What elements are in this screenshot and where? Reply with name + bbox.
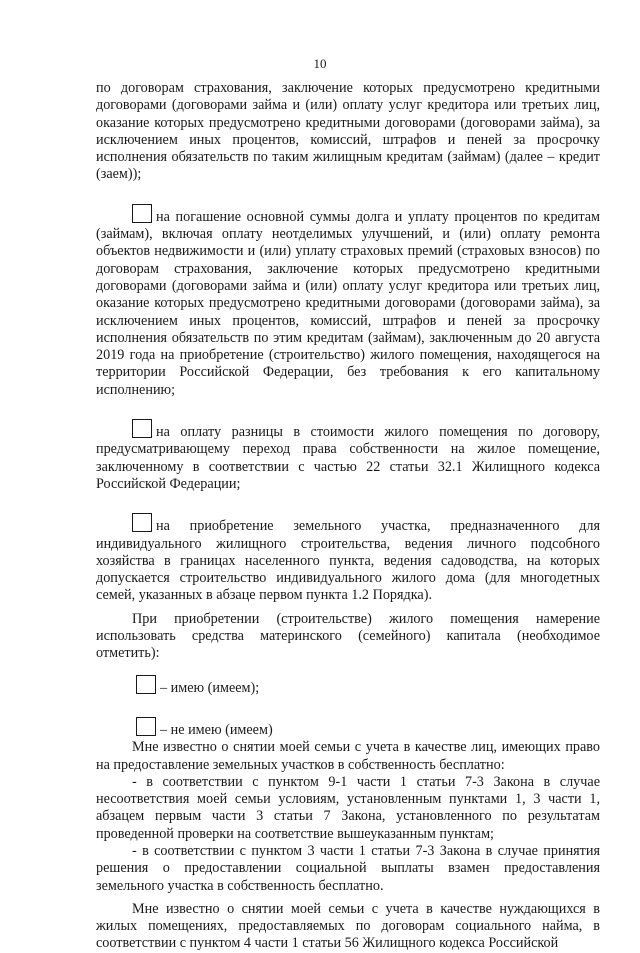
option-price-difference-text: на оплату разницы в стоимости жилого помещения по договору, предусматривающему переход права собственности на жилое помещение, заключенному в соответствии с частью 22 статьи 32.1 Жилищного кодекса Российской Федерации; [96, 424, 600, 492]
option-no-intention-text: – не имею (имеем) [160, 721, 273, 738]
option-no-intention [96, 717, 600, 739]
option-price-difference [96, 419, 600, 493]
checkbox-have-intention[interactable] [136, 675, 156, 694]
checkbox-land-plot[interactable] [132, 513, 152, 532]
paragraph-maternity-capital: При приобретении (строительстве) жилого помещения намерение использовать средства материнского (семейного) капитала (необходимое отметить): [96, 610, 600, 662]
paragraph-clause-3: - в соответствии с пунктом 3 части 1 статьи 7-3 Закона в случае принятия решения о предоставлении социальной выплаты взамен предоставления земельного участка в собственность бесплатно. [96, 842, 600, 894]
page-number: 10 [313, 56, 327, 71]
paragraph-land-deregistration: Мне известно о снятии моей семьи с учета в качестве лиц, имеющих право на предоставление земельных участков в собственность бесплатно: [96, 739, 600, 773]
checkbox-no-intention[interactable] [136, 717, 156, 736]
option-have-intention-text: – имею (имеем); [160, 679, 260, 696]
option-land-plot-text: на приобретение земельного участка, предназначенного для индивидуального жилищного строительства, ведения личного подсобного хозяйства в границах населенного пункта, ведения садоводства, на которых допускается строительство индивидуального жилого дома (для многодетных семей, указанных в абзаце первом пункта 1.2 Порядка). [96, 518, 600, 604]
option-land-plot [96, 513, 600, 604]
paragraph-clause-9-1: - в соответствии с пунктом 9-1 части 1 статьи 7-3 Закона в случае несоответствия моей семьи условиям, установленным пунктами 1, 3 части 1, абзацем первым части 3 статьи 7 Закона, установленного по результатам проведенной проверки на соответствие вышеуказанным пунктам; [96, 773, 600, 842]
option-credit-repayment [96, 204, 600, 399]
option-credit-repayment-text: на погашение основной суммы долга и уплату процентов по кредитам (займам), включая оплату неотделимых улучшений, и (или) оплату ремонта объектов недвижимости и (или) уплату страховых премий (страховых взносов) по договорам страхования, заключение которых предусмотрено кредитными договорами (договорами займа и (или) оплату услуг кредитора или третьих лиц, оказание которых предусмотрено кредитными договорами (договорами займа), за исключением иных процентов, комиссий, штрафов и пеней за просрочку исполнения обязательств по этим кредитам (займам), заключенным до 20 августа 2019 года на приобретение (строительство) жилого помещения, находящегося на территории Российской Федерации, без требования к его капитальному исполнению; [96, 208, 600, 398]
checkbox-credit-repayment[interactable] [132, 204, 152, 223]
paragraph-housing-deregistration: Мне известно о снятии моей семьи с учета в качестве нуждающихся в жилых помещениях, предоставляемых по договорам социального найма, в соответствии с пунктом 4 части 1 статьи 56 Жилищного кодекса Российской [96, 900, 600, 952]
checkbox-price-difference[interactable] [132, 419, 152, 438]
option-have-intention [96, 675, 600, 697]
document-body [96, 80, 600, 953]
paragraph-continuation: по договорам страхования, заключение которых предусмотрено кредитными договорами (договорами займа и (или) оплату услуг кредитора или третьих лиц, оказание которых предусмотрено кредитными договорами (договорами займа), за исключением иных процентов, комиссий, штрафов и пеней за просрочку исполнения обязательств по таким жилищным кредитам (займам) (далее – кредит (заем)); [96, 80, 600, 183]
